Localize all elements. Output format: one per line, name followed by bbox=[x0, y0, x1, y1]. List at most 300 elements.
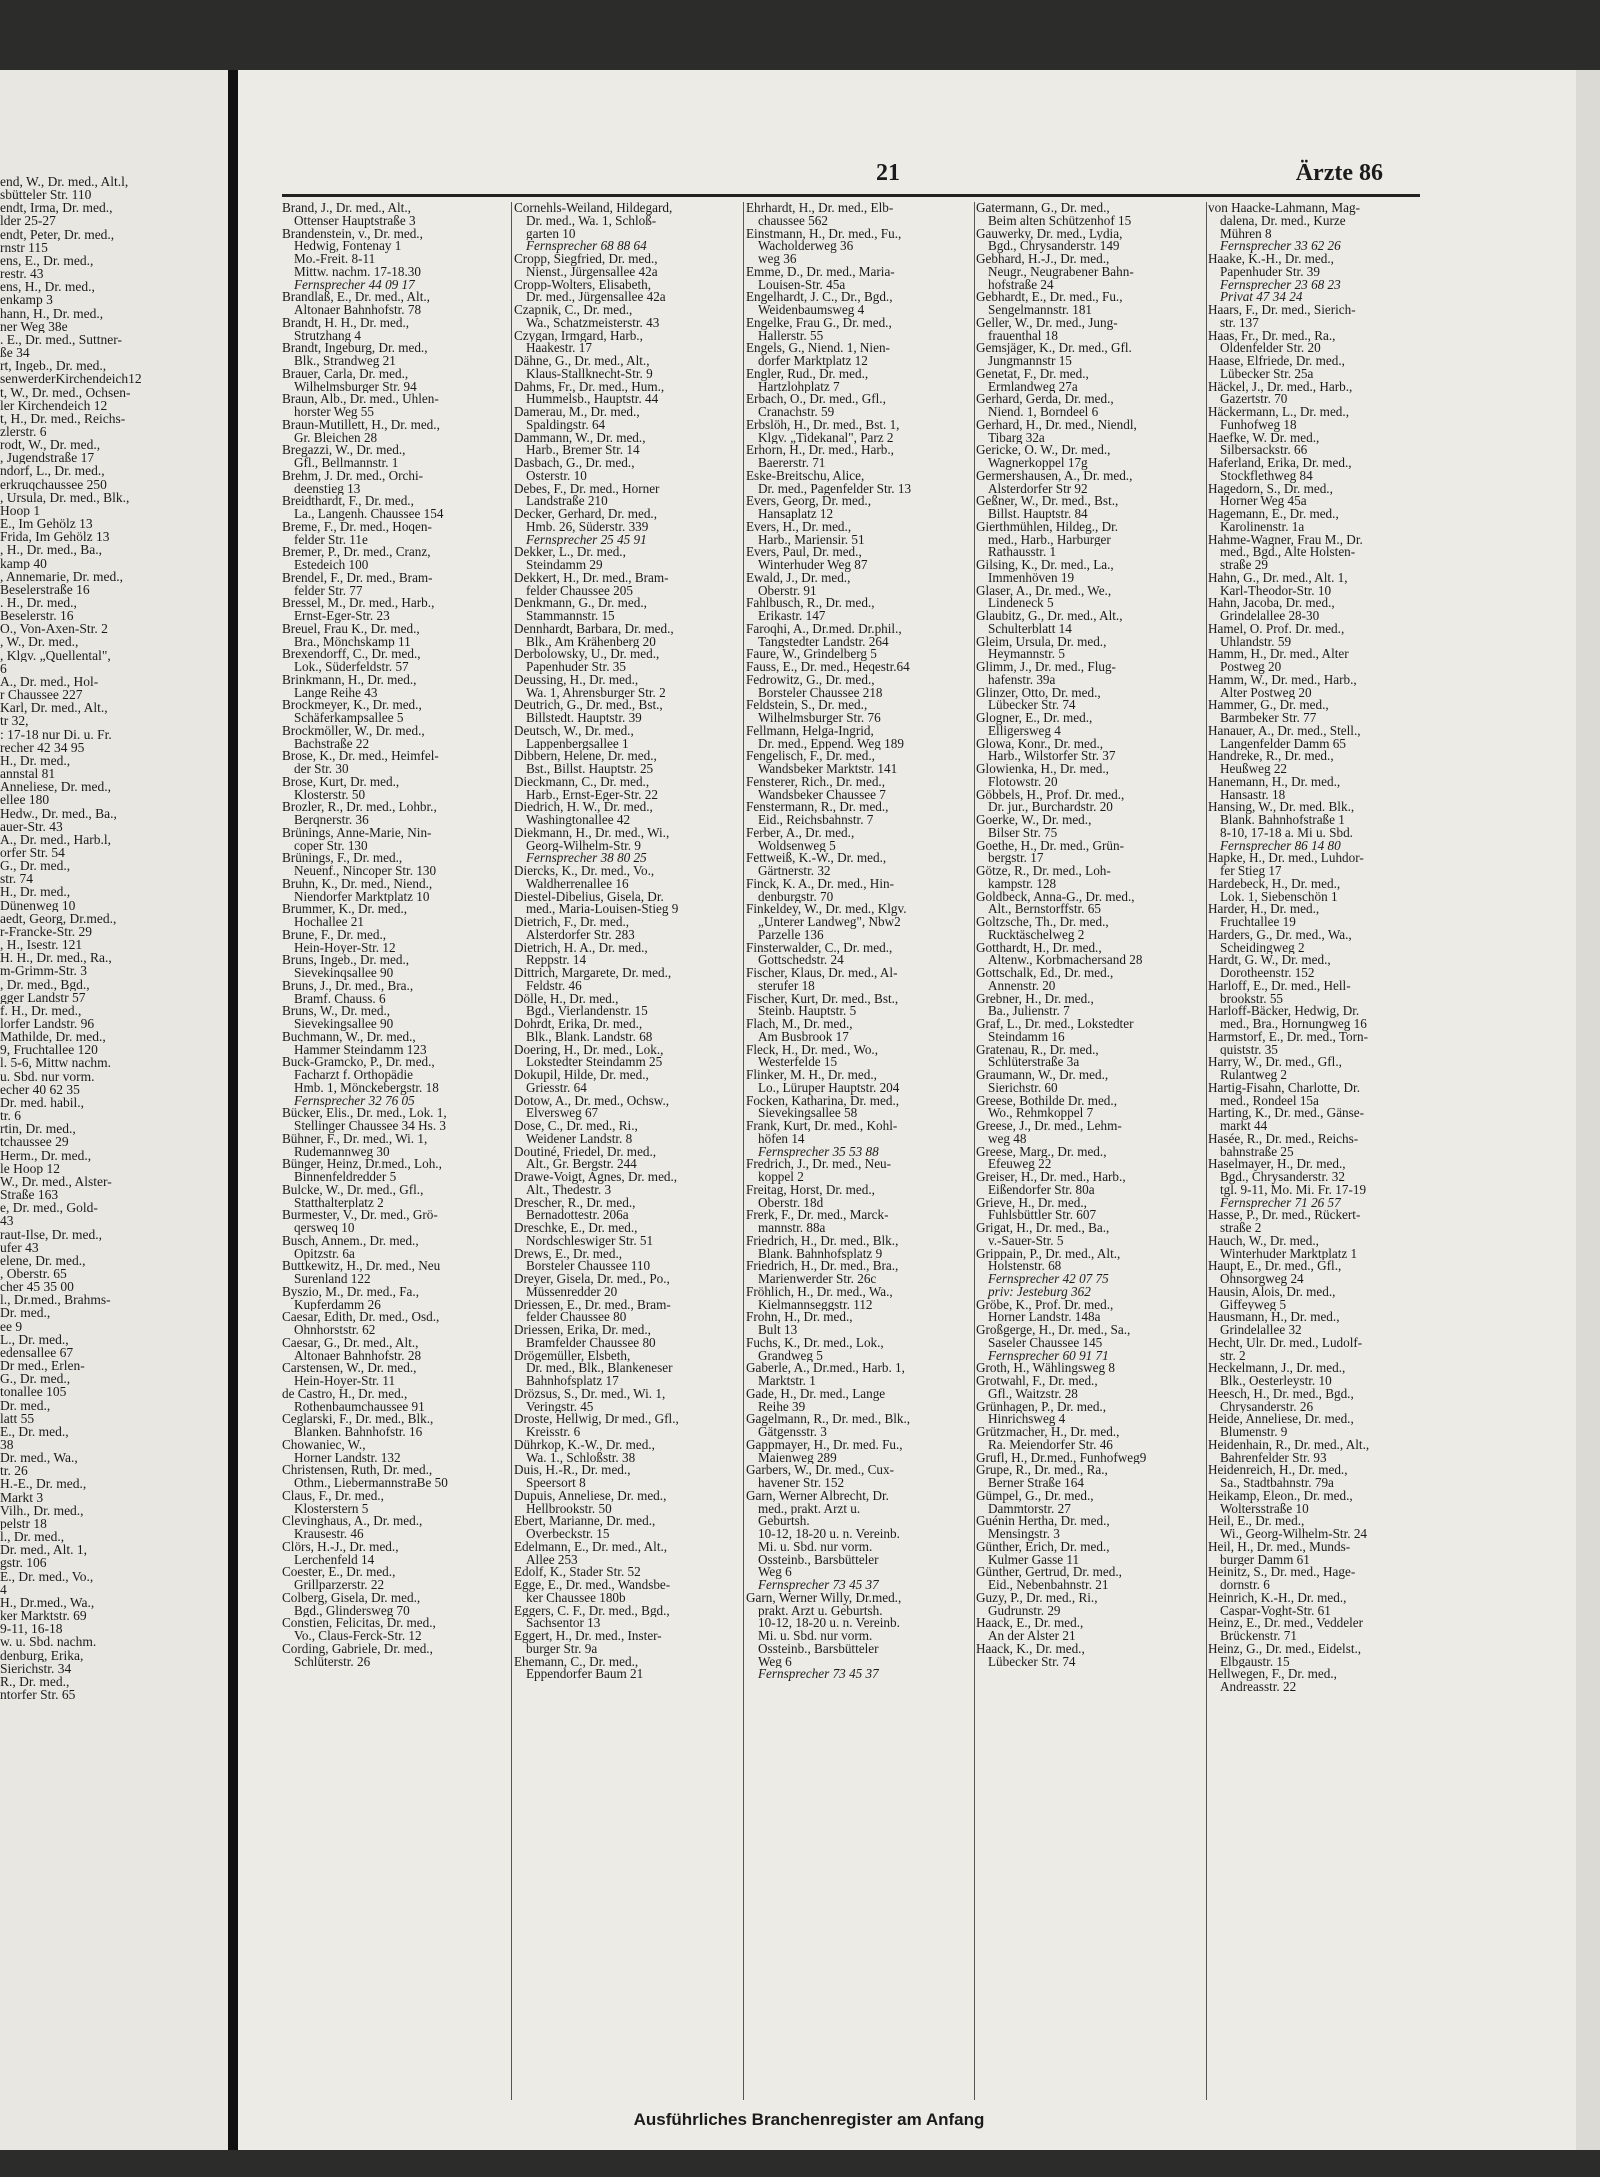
left-page-line: G., Dr. med., bbox=[0, 859, 71, 873]
entry-continuation-line: Altenw., Korbmachersand 28 bbox=[988, 954, 1143, 967]
entry-name-line: Gemsjäger, K., Dr. med., Gfl. bbox=[976, 342, 1132, 355]
entry-continuation-line: Facharzt f. Orthopädie bbox=[294, 1069, 414, 1082]
entry-name-line: Hardt, G. W., Dr. med., bbox=[1208, 954, 1331, 967]
left-page-line: Dr. med., Wa., bbox=[0, 1451, 78, 1465]
left-page-line: elene, Dr. med., bbox=[0, 1253, 86, 1267]
entry-continuation-line: havener Str. 152 bbox=[758, 1477, 845, 1490]
entry-continuation-line: Osterstr. 10 bbox=[526, 469, 587, 483]
entry-name-line: Grotwahl, F., Dr. med., bbox=[976, 1375, 1098, 1388]
entry-name-line: Faroqhi, A., Dr.med. Dr.phil., bbox=[746, 622, 902, 636]
entry-name-line: Haack, E., Dr. med., bbox=[976, 1617, 1084, 1630]
entry-name-line: Fellmann, Helga-Ingrid, bbox=[746, 724, 874, 738]
entry-name-line: Brand, J., Dr. med., Alt., bbox=[282, 202, 411, 215]
page-header bbox=[283, 160, 1383, 194]
entry-continuation-line: Ra. Meiendorfer Str. 46 bbox=[988, 1438, 1113, 1452]
left-page-line: H. H., Dr. med., Ra., bbox=[0, 951, 112, 965]
left-page-line: l. 5-6, Mittw nachm. bbox=[0, 1056, 111, 1070]
entry-continuation-line: straße 29 bbox=[1220, 559, 1268, 572]
entry-continuation-line: Sievekingsallee 90 bbox=[294, 1018, 394, 1031]
entry-continuation-line: Kupferdamm 26 bbox=[294, 1298, 381, 1312]
entry-name-line: Diekmann, H., Dr. med., Wi., bbox=[514, 826, 670, 840]
entry-continuation-line: coper Str. 130 bbox=[294, 839, 368, 853]
entry-name-line: Gebhardt, E., Dr. med., Fu., bbox=[976, 291, 1123, 304]
entry-name-line: Gade, H., Dr. med., Lange bbox=[746, 1387, 886, 1401]
entry-continuation-line: Hedwig, Fontenay 1 bbox=[294, 240, 402, 253]
entry-name-line: Fedrowitz, G., Dr. med., bbox=[746, 673, 875, 687]
entry-name-line: Friedrich, H., Dr. med., Blk., bbox=[746, 1234, 899, 1248]
entry-continuation-line: Gazertstr. 70 bbox=[1220, 393, 1288, 406]
entry-name-line: Dähne, G., Dr. med., Alt., bbox=[514, 355, 650, 368]
entry-name-line: Guénin Hertha, Dr. med., bbox=[976, 1515, 1110, 1528]
entry-name-line: Harder, H., Dr. med., bbox=[1208, 903, 1320, 916]
left-page-line: end, W., Dr. med., Alt.l, bbox=[0, 175, 129, 189]
left-page-line: ellee 180 bbox=[0, 793, 50, 807]
entry-name-line: Ebert, Marianne, Dr. med., bbox=[514, 1515, 656, 1528]
entry-continuation-line: Alsterdorfer Str. 283 bbox=[526, 928, 635, 942]
entry-name-line: Bruns, Ingeb., Dr. med., bbox=[282, 954, 410, 967]
entry-continuation-line: Steindamm 16 bbox=[988, 1030, 1065, 1044]
entry-continuation-line: Maienweg 289 bbox=[758, 1451, 837, 1465]
entry-continuation-line: Holstenstr. 68 bbox=[988, 1260, 1062, 1273]
entry-name-line: Haefke, W. Dr. med., bbox=[1208, 431, 1320, 445]
entry-name-line: Erbach, O., Dr. med., Gfl., bbox=[746, 393, 886, 406]
entry-continuation-line: Borsteler Chaussee 110 bbox=[526, 1260, 651, 1273]
entry-name-line: Brendel, F., Dr. med., Bram- bbox=[282, 571, 433, 585]
entry-continuation-line: Scheidingweg 2 bbox=[1220, 941, 1305, 955]
column-divider bbox=[511, 202, 512, 2100]
entry-name-line: Christensen, Ruth, Dr. med., bbox=[282, 1464, 433, 1477]
entry-name-line: Glaubitz, G., Dr. med., Alt., bbox=[976, 610, 1123, 623]
entry-continuation-line: koppel 2 bbox=[758, 1171, 804, 1184]
entry-continuation-line: Am Busbrook 17 bbox=[758, 1030, 849, 1044]
entry-name-line: Heil, H., Dr. med., Munds- bbox=[1208, 1540, 1351, 1554]
entry-name-line: Fensterer, Rich., Dr. med., bbox=[746, 775, 886, 789]
entry-continuation-line: fer Stieg 17 bbox=[1220, 865, 1282, 878]
entry-name-line: Duis, H.-R., Dr. med., bbox=[514, 1464, 631, 1477]
entry-continuation-line: Blumenstr. 9 bbox=[1220, 1426, 1288, 1439]
entry-name-line: Bünger, Heinz, Dr.med., Loh., bbox=[282, 1158, 442, 1171]
entry-name-line: Haferland, Erika, Dr. med., bbox=[1208, 457, 1352, 470]
entry-name-line: Hecht, Ulr. Dr. med., Ludolf- bbox=[1208, 1336, 1363, 1350]
entry-name-line: Dölle, H., Dr. med., bbox=[514, 992, 619, 1006]
entry-continuation-line: Borsteler Chaussee 218 bbox=[758, 686, 883, 700]
entry-continuation-line: Bramf. Chauss. 6 bbox=[294, 992, 386, 1006]
left-page-line: , H., Isestr. 121 bbox=[0, 938, 83, 952]
entry-name-line: Caesar, G., Dr. med., Alt., bbox=[282, 1336, 419, 1350]
entry-name-line: Engelhardt, J. C., Dr., Bgd., bbox=[746, 291, 893, 304]
entry-continuation-line: Grindelallee 28-30 bbox=[1220, 610, 1320, 623]
entry-continuation-line: Bramfelder Chaussee 80 bbox=[526, 1336, 656, 1350]
entry-continuation-line: Nordschleswiger Str. 51 bbox=[526, 1234, 654, 1248]
entry-name-line: Garn, Werner Albrecht, Dr. bbox=[746, 1489, 889, 1503]
entry-name-line: Caesar, Edith, Dr. med., Osd., bbox=[282, 1311, 440, 1324]
entry-name-line: Dekkert, H., Dr. med., Bram- bbox=[514, 571, 669, 585]
entry-name-line: Buck-Gramcko, P., Dr. med., bbox=[282, 1056, 435, 1069]
left-page-line: rt, Ingeb., Dr. med., bbox=[0, 359, 107, 373]
left-page-line: Dr. med., bbox=[0, 1398, 51, 1412]
left-page-line: Herm., Dr. med., bbox=[0, 1148, 92, 1162]
entry-name-line: Doutiné, Friedel, Dr. med., bbox=[514, 1145, 657, 1159]
entry-name-line: Breme, F., Dr. med., Hoqen- bbox=[282, 520, 432, 534]
left-page-line: ße 34 bbox=[0, 346, 30, 360]
entry-continuation-line: Stellinger Chaussee 34 Hs. 3 bbox=[294, 1120, 447, 1133]
entry-continuation-line: Papenhuder Str. 35 bbox=[526, 661, 626, 674]
entry-continuation-line: Bgd., Glindersweg 70 bbox=[294, 1604, 410, 1618]
entry-name-line: Haselmayer, H., Dr. med., bbox=[1208, 1158, 1346, 1171]
entry-continuation-line: Wi., Georg-Wilhelm-Str. 24 bbox=[1220, 1528, 1368, 1541]
entry-name-line: Clörs, H.-J., Dr. med., bbox=[282, 1540, 399, 1554]
entry-continuation-line: Blanken. Bahnhofstr. 16 bbox=[294, 1426, 423, 1439]
column-divider bbox=[974, 202, 975, 2100]
entry-continuation-line: Rudemannweg 30 bbox=[294, 1145, 390, 1159]
entry-continuation-line: Alt., Bernstorffstr. 65 bbox=[988, 903, 1101, 916]
left-page-line: ler Kirchendeich 12 bbox=[0, 398, 108, 412]
entry-name-line: Großgerge, H., Dr. med., Sa., bbox=[976, 1324, 1131, 1337]
entry-continuation-line: felder Str. 11e bbox=[294, 533, 368, 547]
entry-continuation-line: Rathausstr. 1 bbox=[988, 546, 1057, 559]
entry-continuation-line: Alsterdorfer Str 92 bbox=[988, 482, 1088, 496]
entry-name-line: Haupt, E., Dr. med., Gfl., bbox=[1208, 1260, 1342, 1273]
entry-name-line: Bressel, M., Dr. med., Harb., bbox=[282, 597, 435, 610]
entry-name-line: Edelmann, E., Dr. med., Alt., bbox=[514, 1540, 668, 1554]
column-1 bbox=[282, 202, 512, 1668]
entry-name-line: Drözsus, S., Dr. med., Wi. 1, bbox=[514, 1387, 666, 1401]
entry-continuation-line: Steinb. Hauptstr. 5 bbox=[758, 1005, 857, 1018]
entry-continuation-line: Weg 6 bbox=[758, 1566, 792, 1579]
entry-name-line: Hahn, Jacoba, Dr. med., bbox=[1208, 597, 1335, 610]
entry-name-line: Haake, K.-H., Dr. med., bbox=[1208, 253, 1334, 266]
entry-continuation-line: Hmb. 1, Mönckebergstr. 18 bbox=[294, 1081, 439, 1095]
entry-name-line: Flinker, M. H., Dr. med., bbox=[746, 1069, 877, 1082]
entry-continuation-line: Klosterstern 5 bbox=[294, 1502, 369, 1516]
entry-name-line: Coester, E., Dr. med., bbox=[282, 1566, 396, 1579]
entry-name-line: Buttkewitz, H., Dr. med., Neu bbox=[282, 1260, 441, 1273]
entry-continuation-line: Grillparzerstr. 22 bbox=[294, 1579, 385, 1592]
entry-continuation-line: Fernsprecher 73 45 37 bbox=[758, 1668, 879, 1681]
entry-name-line: Brandenstein, v., Dr. med., bbox=[282, 227, 423, 241]
entry-continuation-line: Louisen-Str. 45a bbox=[758, 278, 846, 292]
left-page-line: Dr. med. habil., bbox=[0, 1095, 84, 1110]
entry-continuation-line: Berner Straße 164 bbox=[988, 1477, 1084, 1490]
entry-name-line: Harting, K., Dr. med., Gänse- bbox=[1208, 1107, 1365, 1120]
entry-name-line: Hamm, H., Dr. med., Alter bbox=[1208, 648, 1349, 661]
entry-name-line: Hahn, G., Dr. med., Alt. 1, bbox=[1208, 571, 1348, 585]
entry-continuation-line: Niendorfer Marktplatz 10 bbox=[294, 890, 430, 904]
entry-continuation-line: med., Harb., Harburger bbox=[988, 533, 1111, 547]
entry-continuation-line: Hmb. 26, Süderstr. 339 bbox=[526, 520, 649, 534]
entry-name-line: Dreschke, E., Dr. med., bbox=[514, 1222, 638, 1235]
entry-continuation-line: Schlüterstr. 26 bbox=[294, 1655, 371, 1669]
entry-name-line: Gauwerky, Dr. med., Lydia, bbox=[976, 227, 1123, 241]
entry-continuation-line: Rothenbaumchaussee 91 bbox=[294, 1400, 425, 1414]
left-page-line: , Jugendstraße 17 bbox=[0, 451, 95, 465]
entry-continuation-line: Geburtsh. bbox=[758, 1515, 810, 1528]
entry-name-line: Heinz, E., Dr. med., Veddeler bbox=[1208, 1617, 1364, 1630]
left-page-line: sbütteler Str. 110 bbox=[0, 188, 92, 202]
entry-name-line: Decker, Gerhard, Dr. med., bbox=[514, 508, 658, 521]
entry-continuation-line: Alter Postweg 20 bbox=[1220, 686, 1312, 700]
entry-continuation-line: Wilhelmsburger Str. 76 bbox=[758, 712, 881, 725]
entry-continuation-line: Neugr., Neugrabener Bahn- bbox=[988, 265, 1134, 279]
entry-name-line: Hahme-Wagner, Frau M., Dr. bbox=[1208, 533, 1363, 547]
entry-name-line: Götze, R., Dr. med., Loh- bbox=[976, 865, 1111, 878]
entry-name-line: Heinz, G., Dr. med., Eidelst., bbox=[1208, 1642, 1362, 1656]
entry-continuation-line: Sievekingsallee 58 bbox=[758, 1107, 858, 1120]
entry-continuation-line: Dr. jur., Burchardstr. 20 bbox=[988, 801, 1113, 814]
entry-continuation-line: Gärtnerstr. 32 bbox=[758, 865, 831, 878]
entry-name-line: Czapnik, C., Dr. med., bbox=[514, 304, 633, 317]
entry-name-line: Claus, F., Dr. med., bbox=[282, 1489, 384, 1503]
entry-name-line: Breuel, Frau K., Dr. med., bbox=[282, 622, 420, 636]
entry-name-line: Geßner, W., Dr. med., Bst., bbox=[976, 495, 1119, 508]
entry-name-line: Finkeldey, W., Dr. med., Klgv. bbox=[746, 903, 907, 916]
entry-continuation-line: Spaldingstr. 64 bbox=[526, 418, 606, 432]
entry-name-line: Fischer, Klaus, Dr. med., Al- bbox=[746, 967, 898, 980]
entry-continuation-line: dornstr. 6 bbox=[1220, 1579, 1270, 1592]
entry-continuation-line: Caspar-Voght-Str. 61 bbox=[1220, 1604, 1331, 1618]
entry-continuation-line: Gfl., Waitzstr. 28 bbox=[988, 1387, 1078, 1401]
entry-continuation-line: Bernadottestr. 206a bbox=[526, 1209, 629, 1222]
entry-continuation-line: Binnenfeldredder 5 bbox=[294, 1171, 397, 1184]
entry-continuation-line: Papenhuder Str. 39 bbox=[1220, 265, 1320, 279]
entry-continuation-line: Mensingstr. 3 bbox=[988, 1528, 1060, 1541]
entry-continuation-line: Schlüterstraße 3a bbox=[988, 1056, 1080, 1069]
entry-continuation-line: Wilhelmsburger Str. 94 bbox=[294, 380, 417, 394]
left-page-line: , Dr. med., Bgd., bbox=[0, 977, 90, 991]
entry-name-line: Fahlbusch, R., Dr. med., bbox=[746, 597, 875, 610]
entry-continuation-line: Klaus-Stallknecht-Str. 9 bbox=[526, 367, 653, 381]
entry-continuation-line: Eid., Reichsbahnstr. 7 bbox=[758, 814, 874, 827]
entry-continuation-line: Krausestr. 46 bbox=[294, 1528, 364, 1541]
entry-name-line: Brexendorff, C., Dr. med., bbox=[282, 648, 421, 661]
entry-name-line: Glowienka, H., Dr. med., bbox=[976, 763, 1109, 776]
entry-name-line: Heinrich, K.-H., Dr. med., bbox=[1208, 1591, 1347, 1605]
entry-name-line: Haas, Fr., Dr. med., Ra., bbox=[1208, 329, 1336, 343]
column-divider bbox=[743, 202, 744, 2100]
entry-name-line: Dokupil, Hilde, Dr. med., bbox=[514, 1069, 649, 1082]
left-page-line: lder 25-27 bbox=[0, 214, 56, 228]
left-page-line: Dr. med., bbox=[0, 1306, 51, 1320]
entry-name-line: Fischer, Kurt, Dr. med., Bst., bbox=[746, 992, 899, 1006]
entry-name-line: Heide, Anneliese, Dr. med., bbox=[1208, 1413, 1354, 1426]
entry-name-line: Graf, L., Dr. med., Lokstedter bbox=[976, 1018, 1134, 1031]
entry-continuation-line: garten 10 bbox=[526, 227, 576, 241]
left-page-line: gger Landstr 57 bbox=[0, 990, 86, 1004]
entry-name-line: Deutsch, W., Dr. med., bbox=[514, 724, 634, 738]
entry-continuation-line: Harb., Wilstorfer Str. 37 bbox=[988, 750, 1116, 763]
entry-continuation-line: Hellbrookstr. 50 bbox=[526, 1502, 612, 1516]
entry-name-line: Diercks, K., Dr. med., Vo., bbox=[514, 865, 655, 878]
entry-name-line: Gebhard, H.-J., Dr. med., bbox=[976, 253, 1110, 266]
entry-continuation-line: Dr. med., Pagenfelder Str. 13 bbox=[758, 482, 912, 496]
entry-continuation-line: str. 137 bbox=[1220, 316, 1259, 330]
entry-continuation-line: Schulterblatt 14 bbox=[988, 622, 1072, 636]
entry-continuation-line: med., Maria-Louisen-Stieg 9 bbox=[526, 903, 679, 916]
entry-continuation-line: Blk., Am Krähenberg 20 bbox=[526, 635, 656, 649]
left-page-line: l., Dr. med., bbox=[0, 1530, 65, 1544]
entry-continuation-line: Altonaer Bahnhofstr. 28 bbox=[294, 1349, 422, 1363]
entry-name-line: Heidenreich, H., Dr. med., bbox=[1208, 1464, 1348, 1477]
left-page-line: edensallee 67 bbox=[0, 1345, 74, 1360]
entry-continuation-line: Immenhöven 19 bbox=[988, 571, 1075, 585]
entry-name-line: Droste, Hellwig, Dr med., Gfl., bbox=[514, 1413, 679, 1426]
entry-continuation-line: Woltersstraße 10 bbox=[1220, 1502, 1309, 1516]
left-page-line: ndorf, L., Dr. med., bbox=[0, 464, 105, 478]
entry-continuation-line: Bgd., Chrysanderstr. 32 bbox=[1220, 1171, 1345, 1184]
entry-continuation-line: Georg-Wilhelm-Str. 9 bbox=[526, 839, 641, 853]
entry-continuation-line: Blk., Strandweg 21 bbox=[294, 355, 396, 368]
entry-continuation-line: Rucktäschelweg 2 bbox=[988, 928, 1085, 942]
entry-continuation-line: Lokstedter Steindamm 25 bbox=[526, 1056, 663, 1069]
left-page-line: endt, Irma, Dr. med., bbox=[0, 201, 113, 215]
entry-continuation-line: Marienwerder Str. 26c bbox=[758, 1273, 877, 1286]
entry-continuation-line: Tibarg 32a bbox=[988, 431, 1045, 445]
entry-continuation-line: Speersort 8 bbox=[526, 1477, 586, 1490]
entry-continuation-line: Hartzlohplatz 7 bbox=[758, 380, 840, 394]
entry-name-line: Hagedorn, S., Dr. med., bbox=[1208, 482, 1333, 496]
entry-continuation-line: Karl-Theodor-Str. 10 bbox=[1220, 584, 1332, 598]
entry-continuation-line: Horner Landstr. 148a bbox=[988, 1311, 1101, 1324]
entry-name-line: Feldstein, S., Dr. med., bbox=[746, 699, 868, 712]
entry-name-line: Deutrich, G., Dr. med., Bst., bbox=[514, 699, 663, 712]
entry-name-line: Dibbern, Helene, Dr. med., bbox=[514, 750, 657, 763]
entry-name-line: Gerhard, H., Dr. med., Niendl, bbox=[976, 418, 1137, 432]
entry-continuation-line: bahnstraße 25 bbox=[1220, 1145, 1294, 1159]
entry-continuation-line: Fernsprecher 33 62 26 bbox=[1220, 240, 1341, 253]
entry-continuation-line: Fernsprecher 42 07 75 bbox=[988, 1273, 1109, 1286]
entry-continuation-line: Berqnerstr. 36 bbox=[294, 814, 369, 827]
left-page-line: 6 bbox=[0, 661, 7, 675]
entry-continuation-line: burger Str. 9a bbox=[526, 1642, 598, 1656]
entry-continuation-line: markt 44 bbox=[1220, 1120, 1268, 1133]
entry-continuation-line: Fernsprecher 23 68 23 bbox=[1220, 278, 1341, 292]
entry-name-line: Fleck, H., Dr. med., Wo., bbox=[746, 1043, 879, 1057]
entry-name-line: Garbers, W., Dr. med., Cux- bbox=[746, 1464, 894, 1477]
entry-continuation-line: Efeuweg 22 bbox=[988, 1158, 1052, 1171]
entry-continuation-line: Sachsentor 13 bbox=[526, 1617, 601, 1630]
entry-continuation-line: Overbeckstr. 15 bbox=[526, 1528, 610, 1541]
left-page-line: O., Von-Axen-Str. 2 bbox=[0, 622, 108, 636]
entry-name-line: Hapke, H., Dr. med., Luhdor- bbox=[1208, 852, 1364, 865]
left-page-line: , Ursula, Dr. med., Blk., bbox=[0, 490, 130, 504]
directory-page bbox=[238, 70, 1600, 2150]
entry-continuation-line: Giffeyweg 5 bbox=[1220, 1298, 1287, 1312]
entry-continuation-line: Waldherrenallee 16 bbox=[526, 877, 629, 891]
entry-continuation-line: tgl. 9-11, Mo. Mi. Fr. 17-19 bbox=[1220, 1183, 1367, 1197]
entry-name-line: Brose, Kurt, Dr. med., bbox=[282, 775, 400, 789]
left-page-line: lorfer Landstr. 96 bbox=[0, 1017, 95, 1031]
left-page-line: t, H., Dr. med., Reichs- bbox=[0, 411, 126, 425]
column-divider bbox=[1206, 202, 1207, 2100]
entry-name-line: Bühner, F., Dr. med., Wi. 1, bbox=[282, 1132, 428, 1146]
entry-continuation-line: quiststr. 35 bbox=[1220, 1043, 1278, 1057]
entry-continuation-line: mannstr. 88a bbox=[758, 1222, 826, 1235]
entry-continuation-line: Erikastr. 147 bbox=[758, 610, 826, 623]
entry-name-line: Brummer, K., Dr. med., bbox=[282, 903, 408, 916]
entry-continuation-line: Weidener Landstr. 8 bbox=[526, 1132, 633, 1146]
entry-name-line: Einstmann, H., Dr. med., Fu., bbox=[746, 227, 902, 241]
entry-continuation-line: Washingtonallee 42 bbox=[526, 814, 631, 827]
left-page-line: zlerstr. 6 bbox=[0, 424, 47, 439]
left-page-line: Beselerstraße 16 bbox=[0, 582, 90, 596]
entry-continuation-line: Marktstr. 1 bbox=[758, 1375, 816, 1388]
left-page-line: cher 45 35 00 bbox=[0, 1280, 74, 1294]
entry-continuation-line: Ba., Julienstr. 7 bbox=[988, 1005, 1070, 1018]
entry-name-line: Heesch, H., Dr. med., Bgd., bbox=[1208, 1387, 1354, 1401]
entry-continuation-line: Hansaplatz 12 bbox=[758, 508, 834, 521]
left-page-line: e, Dr. med., Gold- bbox=[0, 1201, 98, 1215]
entry-name-line: Hanauer, A., Dr. med., Stell., bbox=[1208, 724, 1361, 738]
left-page-line: ens, E., Dr. med., bbox=[0, 253, 94, 268]
left-page-line: senwerderKirchendeich12 bbox=[0, 372, 142, 386]
entry-name-line: Greese, Bothilde Dr. med., bbox=[976, 1094, 1117, 1108]
entry-continuation-line: felder Chaussee 205 bbox=[526, 584, 633, 598]
left-page-line: E., Im Gehölz 13 bbox=[0, 517, 93, 531]
entry-name-line: Grippain, P., Dr. med., Alt., bbox=[976, 1247, 1121, 1261]
entry-continuation-line: „Unterer Landweg", Nbw2 bbox=[758, 916, 901, 929]
entry-name-line: Handreke, R., Dr. med., bbox=[1208, 750, 1334, 763]
entry-name-line: Brauer, Carla, Dr. med., bbox=[282, 367, 409, 381]
left-page-line: W., Dr. med., Alster- bbox=[0, 1174, 112, 1189]
entry-name-line: Buchmann, W., Dr. med., bbox=[282, 1030, 416, 1044]
entry-name-line: Glogner, E., Dr. med., bbox=[976, 712, 1093, 725]
left-page-line: raut-Ilse, Dr. med., bbox=[0, 1227, 102, 1241]
entry-continuation-line: Gudrunstr. 29 bbox=[988, 1604, 1061, 1618]
entry-continuation-line: Lok., Süderfeldstr. 57 bbox=[294, 661, 409, 674]
entry-name-line: Gröbe, K., Prof. Dr. med., bbox=[976, 1298, 1114, 1312]
entry-continuation-line: Gfl., Bellmannstr. 1 bbox=[294, 457, 399, 470]
left-page-line: ntorfer Str. 65 bbox=[0, 1687, 76, 1702]
entry-name-line: Dekker, L., Dr. med., bbox=[514, 546, 626, 559]
entry-name-line: Bruns, W., Dr. med., bbox=[282, 1005, 391, 1018]
entry-name-line: Brandt, H. H., Dr. med., bbox=[282, 316, 410, 330]
entry-continuation-line: Allee 253 bbox=[526, 1553, 578, 1567]
entry-continuation-line: Grandweg 5 bbox=[758, 1349, 823, 1363]
entry-continuation-line: brookstr. 55 bbox=[1220, 992, 1284, 1006]
entry-name-line: Grützmacher, H., Dr. med., bbox=[976, 1426, 1120, 1439]
entry-name-line: Geller, W., Dr. med., Jung- bbox=[976, 316, 1118, 330]
entry-continuation-line: Sievekinqsallee 90 bbox=[294, 967, 394, 980]
entry-continuation-line: Eid., Nebenbahnstr. 21 bbox=[988, 1579, 1109, 1592]
entry-name-line: Dieckmann, C., Dr. med., bbox=[514, 775, 650, 789]
entry-name-line: Braun, Alb., Dr. med., Uhlen- bbox=[282, 393, 439, 406]
left-page-line: recher 42 34 95 bbox=[0, 740, 85, 754]
entry-continuation-line: Hinrichsweg 4 bbox=[988, 1413, 1066, 1426]
left-page-line: rnstr 115 bbox=[0, 240, 48, 254]
entry-name-line: Diedrich, H. W., Dr. med., bbox=[514, 801, 653, 814]
entry-continuation-line: Hochallee 21 bbox=[294, 916, 364, 929]
entry-continuation-line: Landstraße 210 bbox=[526, 495, 608, 508]
entry-continuation-line: Lange Reihe 43 bbox=[294, 686, 378, 700]
entry-name-line: Gatermann, G., Dr. med., bbox=[976, 202, 1110, 215]
entry-name-line: Brünings, Anne-Marie, Nin- bbox=[282, 826, 432, 840]
entry-name-line: Greiser, H., Dr. med., Harb., bbox=[976, 1171, 1126, 1184]
entry-continuation-line: Griesstr. 64 bbox=[526, 1081, 587, 1095]
left-page-line: Hoop 1 bbox=[0, 503, 41, 518]
entry-name-line: Cording, Gabriele, Dr. med., bbox=[282, 1642, 433, 1656]
entry-continuation-line: Feldstr. 46 bbox=[526, 979, 582, 993]
entry-name-line: Harloff, E., Dr. med., Hell- bbox=[1208, 979, 1351, 993]
entry-name-line: Gagelmann, R., Dr. med., Blk., bbox=[746, 1413, 911, 1426]
entry-name-line: Dohrdt, Erika, Dr. med., bbox=[514, 1018, 643, 1031]
entry-name-line: Dupuis, Anneliese, Dr. med., bbox=[514, 1489, 667, 1503]
entry-continuation-line: Oberstr. 18d bbox=[758, 1196, 824, 1210]
entry-name-line: Glinzer, Otto, Dr. med., bbox=[976, 686, 1101, 700]
entry-name-line: Debes, F., Dr. med., Horner bbox=[514, 482, 660, 496]
left-page-line: R., Dr. med., bbox=[0, 1674, 70, 1688]
entry-continuation-line: Fernsprecher 44 09 17 bbox=[294, 278, 415, 292]
entry-continuation-line: Blank. Bahnhofstraße 1 bbox=[1220, 814, 1345, 827]
